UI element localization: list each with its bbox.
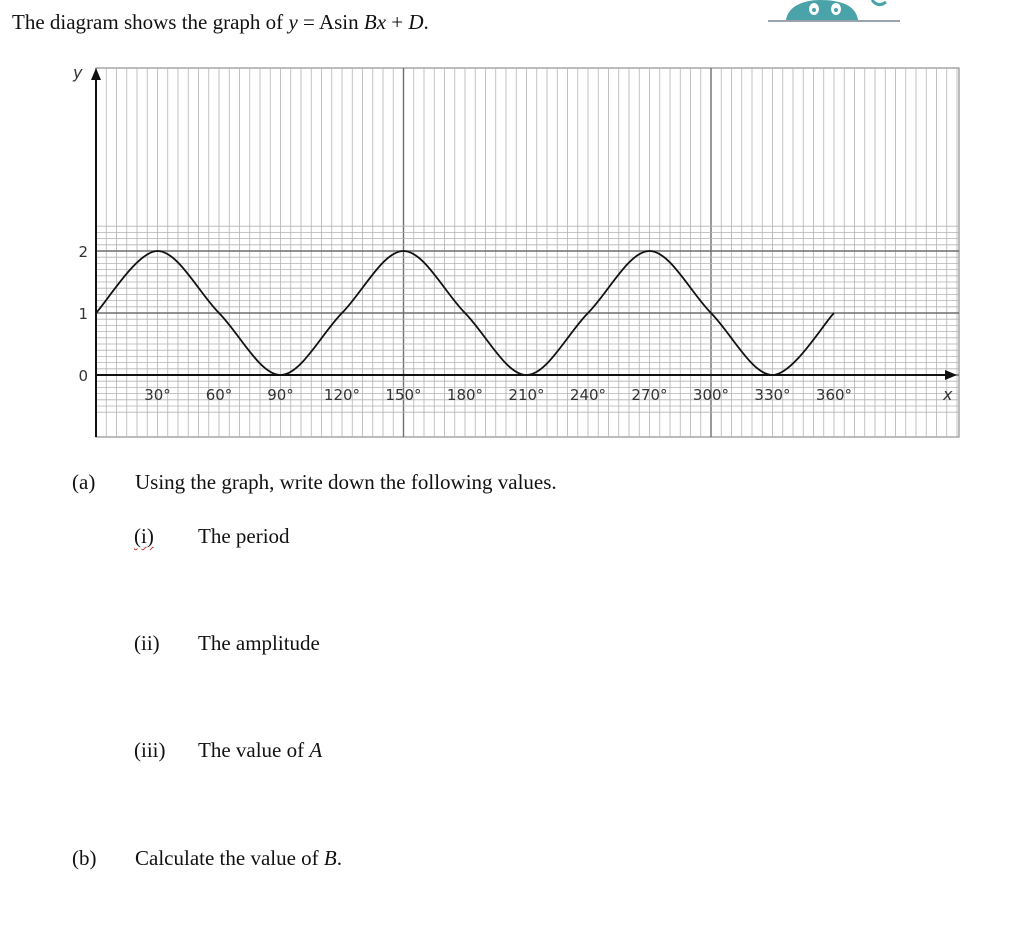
x-tick-label: 120° xyxy=(323,386,361,404)
x-tick-label: 210° xyxy=(508,386,545,404)
question-b xyxy=(72,846,672,876)
x-tick-label: 60° xyxy=(205,386,233,404)
question-a-ii-number: (ii) xyxy=(134,631,160,655)
x-tick-label: 240° xyxy=(569,386,607,404)
y-axis-label: y xyxy=(73,63,83,82)
sine-graph xyxy=(60,60,962,442)
intro-plus: + xyxy=(386,10,409,34)
question-a xyxy=(72,470,772,500)
y-tick-label: 0 xyxy=(78,367,88,385)
x-tick-label: 300° xyxy=(692,386,730,404)
question-a-i-number: (i) xyxy=(134,524,154,548)
grid-frame xyxy=(96,68,959,437)
intro-var-bx: Bx xyxy=(363,10,387,34)
x-tick-label: 30° xyxy=(144,386,171,404)
question-a-iii-text-before: The value of xyxy=(198,738,310,762)
intro-var-d: D xyxy=(408,10,424,34)
question-a-i xyxy=(134,524,634,554)
intro-var-y: y xyxy=(288,10,298,34)
y-tick-label: 1 xyxy=(78,305,88,323)
question-a-ii-text: The amplitude xyxy=(198,631,320,655)
question-intro xyxy=(12,10,429,35)
y-tick-label: 2 xyxy=(78,243,88,261)
intro-equals: = Asin xyxy=(297,10,364,34)
intro-end: . xyxy=(423,10,429,34)
question-a-iii-text xyxy=(198,738,322,763)
question-b-text xyxy=(135,846,342,871)
question-a-ii xyxy=(134,631,634,661)
x-tick-label: 90° xyxy=(267,386,294,404)
question-a-iii-number: (iii) xyxy=(134,738,166,762)
question-a-iii-var: A xyxy=(309,738,323,762)
x-tick-label: 270° xyxy=(631,386,668,404)
question-b-text-before: Calculate the value of xyxy=(135,846,324,870)
question-b-number: (b) xyxy=(72,846,97,870)
question-a-iii xyxy=(134,738,634,768)
question-a-text: Using the graph, write down the following values. xyxy=(135,470,557,494)
site-logo-icon xyxy=(768,0,900,24)
x-tick-label: 150° xyxy=(385,386,422,404)
question-b-var: B xyxy=(323,846,337,870)
question-b-end: . xyxy=(336,846,342,870)
intro-text: The diagram shows the graph of xyxy=(12,10,289,34)
x-tick-label: 360° xyxy=(815,386,853,404)
x-tick-label: 330° xyxy=(754,386,791,404)
x-axis-label: x xyxy=(943,385,953,404)
question-a-i-text: The period xyxy=(198,524,290,548)
x-tick-label: 180° xyxy=(446,386,484,404)
question-a-number: (a) xyxy=(72,470,96,494)
